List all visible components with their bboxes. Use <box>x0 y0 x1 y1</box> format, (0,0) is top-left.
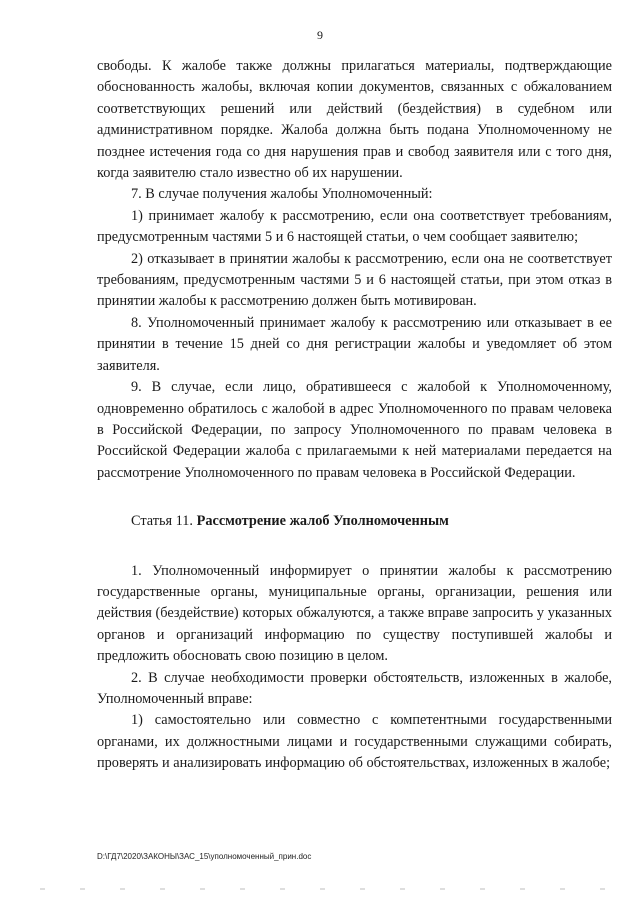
paragraph-9: 9. В случае, если лицо, обратившееся с жалобой к Уполномоченному, одновременно обратилось с жалобой в адрес Уполномоченного по правам человека в Российской Федерации, по запросу Уполномоченного по правам человека в Российской Федерации жалоба с прилагаемыми к ней материалами передается на рассмотрение Уполномоченного по правам человека в Российской Федерации. <box>97 379 612 481</box>
paragraph-7-item-1: 1) принимает жалобу к рассмотрению, если она соответствует требованиям, предусмотренным частями 5 и 6 настоящей статьи, о чем сообщает заявителю; <box>97 207 612 246</box>
article-title: Рассмотрение жалоб Уполномоченным <box>196 513 449 530</box>
article-paragraph-1: 1. Уполномоченный информирует о принятии жалобы к рассмотрению государственные органы, муниципальные органы, организации, решения или действия (бездействие) которых обжалуются, а также вправе запросить у указанных органов и организаций информацию по существу поступившей жалобы и предложить обосновать свою позицию в целом. <box>97 562 612 665</box>
scan-artifact-line <box>40 888 620 890</box>
article-paragraph-2: 2. В случае необходимости проверки обстоятельств, изложенных в жалобе, Уполномоченный вправе: <box>97 669 612 707</box>
paragraph-7-item-2: 2) отказывает в принятии жалобы к рассмотрению, если она не соответствует требованиям, предусмотренным частями 5 и 6 настоящей статьи, при этом отказ в принятии жалобы к рассмотрению должен быть мотивирован. <box>97 250 612 310</box>
paragraph-8: 8. Уполномоченный принимает жалобу к рассмотрению или отказывает в ее принятии в течение 15 дней со дня регистрации жалобы и уведомляет об этом заявителя. <box>97 314 612 374</box>
paragraph-continuation: свободы. К жалобе также должны прилагаться материалы, подтверждающие обоснованность жалобы, включая копии документов, связанных с обжалованием соответствующих решений или действий (бездействия) в судебном или административном порядке. Жалоба должна быть подана Уполномоченному не позднее истечения года со дня нарушения прав и свобод заявителя или с того дня, когда заявителю стало известно об их нарушении. <box>97 58 612 182</box>
paragraph-7: 7. В случае получения жалобы Уполномоченный: <box>131 186 433 203</box>
article-heading <box>97 511 612 532</box>
page-number: 9 <box>317 28 323 42</box>
article-paragraph-2-item-1: 1) самостоятельно или совместно с компетентными государственными органами, их должностными лицами и государственными служащими собирать, проверять и анализировать информацию об обстоятельствах, изложенных в жалобе; <box>97 712 612 772</box>
footer-file-path: D:\ГД7\2020\ЗАКОНЫ\ЗАС_15\уполномоченный_прин.doc <box>97 852 312 861</box>
document-body <box>97 56 612 775</box>
article-prefix: Статья 11. <box>131 513 197 530</box>
